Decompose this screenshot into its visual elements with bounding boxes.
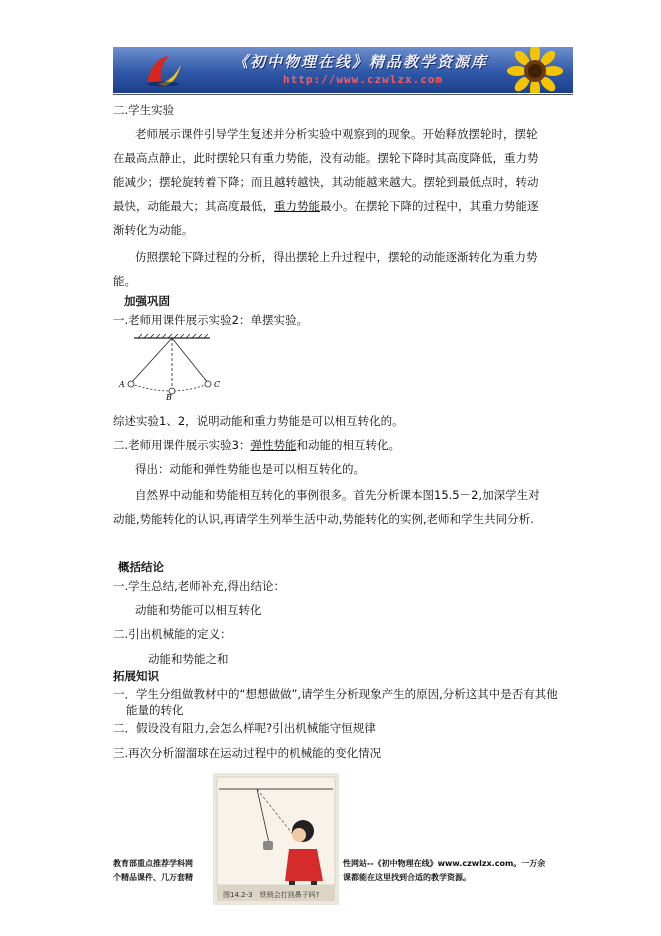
paragraph-line: 得出：动能和弹性势能也是可以相互转化的。 xyxy=(135,462,365,476)
footer-text: 性网站--《初中物理在线》www.czwlzx.com。一万余 xyxy=(343,859,546,868)
heading-summary: 概括结论 xyxy=(118,560,164,574)
list-item xyxy=(113,438,400,452)
section-student-experiment: 二.学生实验 xyxy=(113,103,175,117)
text-span: 和动能的相互转化。 xyxy=(296,438,400,452)
text-span: 最小。在摆轮下降的过程中，其重力势能逐 xyxy=(320,199,539,213)
label-a: A xyxy=(119,380,125,389)
banner-title: 《初中物理在线》精品教学资源库 xyxy=(233,53,489,71)
photo-caption: 图14.2-3 铁锁会打到鼻子吗? xyxy=(223,891,320,899)
paragraph-line xyxy=(113,199,539,213)
paragraph-line: 仿照摆轮下降过程的分析，得出摆轮上升过程中，摆轮的动能逐渐转化为重力势 xyxy=(135,250,538,264)
heading-reinforce: 加强巩固 xyxy=(124,294,170,308)
footer-text: 个精品课件、几万套精 xyxy=(113,873,193,882)
underlined-term: 弹性势能 xyxy=(250,438,297,452)
paragraph-line: 在最高点静止，此时摆轮只有重力势能，没有动能。摆轮下降时其高度降低，重力势 xyxy=(113,151,539,165)
label-c: C xyxy=(214,380,221,389)
paragraph-line: 能。 xyxy=(113,274,136,288)
pendulum-diagram xyxy=(116,334,226,400)
sunflower-icon xyxy=(497,47,567,93)
list-item: 一.老师用课件展示实验2：单摆实验。 xyxy=(113,313,308,327)
paragraph-line: 动能和势能可以相互转化 xyxy=(135,603,262,617)
paragraph-line: 动能,势能转化的认识,再请学生列举生活中动,势能转化的实例,老师和学生共同分析. xyxy=(113,512,534,526)
paragraph-line: 渐转化为动能。 xyxy=(113,223,194,237)
list-item: 一．学生分组做教材中的“想想做做”,请学生分析现象产生的原因,分析这其中是否有其他 xyxy=(113,687,558,701)
label-b: B xyxy=(166,393,172,400)
list-item: 二.引出机械能的定义： xyxy=(113,627,232,641)
footer-text: 课都能在这里找到合适的教学资源。 xyxy=(343,873,471,882)
list-item: 三.再次分析溜溜球在运动过程中的机械能的变化情况 xyxy=(113,746,382,760)
text-span: 二.老师用课件展示实验3： xyxy=(113,438,251,452)
paragraph-line: 综述实验1、2，说明动能和重力势能是可以相互转化的。 xyxy=(113,414,404,428)
textbook-illustration xyxy=(213,773,339,905)
paragraph-line: 动能和势能之和 xyxy=(148,652,229,666)
list-item: 一.学生总结,老师补充,得出结论： xyxy=(113,579,285,593)
header-banner xyxy=(113,47,573,93)
paragraph-line: 能减少；摆轮旋转着下降；而且越转越快，其动能越来越大。摆轮到最低点时，转动 xyxy=(113,175,539,189)
text-span: 最快，动能最大；其高度最低， xyxy=(113,199,274,213)
paragraph-line: 能量的转化 xyxy=(126,703,184,717)
heading-extension: 拓展知识 xyxy=(113,669,159,683)
paragraph-line: 自然界中动能和势能相互转化的事例很多。首先分析课本图15.5－2,加深学生对 xyxy=(135,488,540,502)
list-item: 二．假设没有阻力,会怎么样呢?引出机械能守恒规律 xyxy=(113,721,376,735)
footer-text: 教育部重点推荐学科网 xyxy=(113,859,193,868)
site-logo-icon xyxy=(143,52,183,88)
underlined-term: 重力势能 xyxy=(274,199,320,213)
paragraph-line: 老师展示课件引导学生复述并分析实验中观察到的现象。开始释放摆轮时，摆轮 xyxy=(135,127,538,141)
banner-url[interactable]: http://www.czwlzx.com xyxy=(283,73,444,86)
header-rule xyxy=(113,94,573,95)
